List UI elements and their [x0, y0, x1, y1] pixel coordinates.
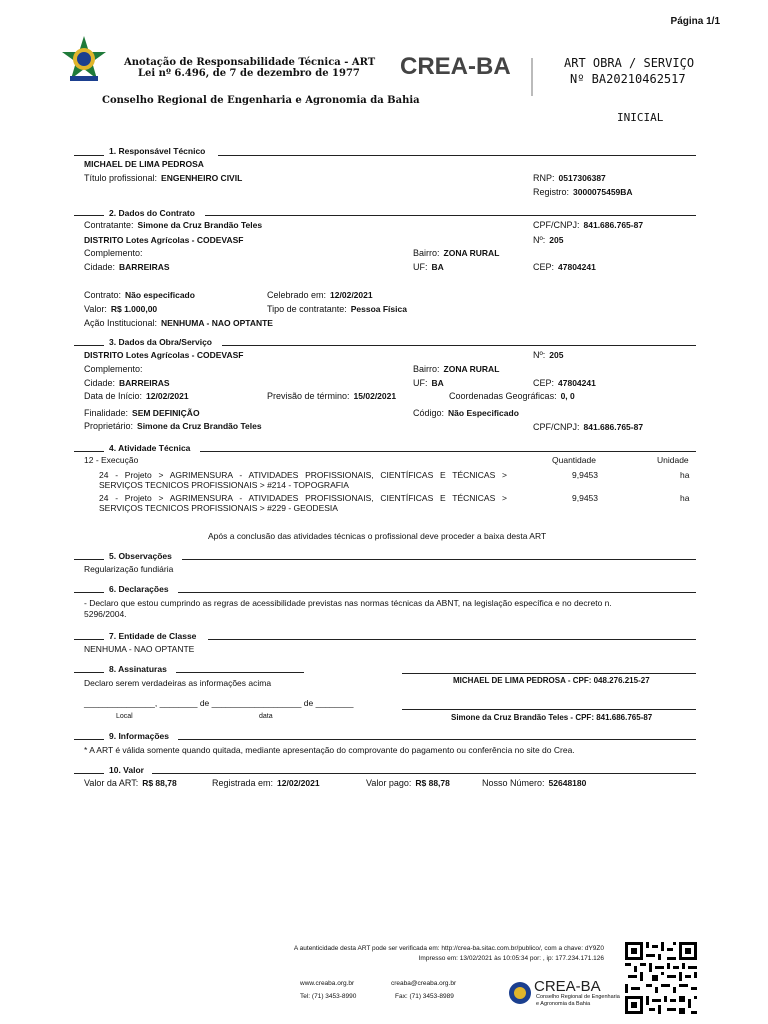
- atividade-note: Após a conclusão das atividades técnicas o profissional deve proceder a baixa desta ART: [208, 531, 547, 541]
- section-5-title: 5. Observações: [109, 551, 172, 561]
- brand-title: CREA-BA: [400, 53, 511, 80]
- atividade-item-1-unit: ha: [680, 470, 690, 480]
- finalidade-row: Finalidade: SEM DEFINIÇÃO: [84, 408, 200, 418]
- titulo-row: Título profissional: ENGENHEIRO CIVIL: [84, 173, 243, 183]
- contrato-complemento: Complemento:: [84, 248, 143, 258]
- section-3-title: 3. Dados da Obra/Serviço: [109, 337, 212, 347]
- obra-complemento: Complemento:: [84, 364, 143, 374]
- atividade-item-1-qty: 9,9453: [572, 470, 598, 480]
- valor-row: Valor: R$ 1.000,00: [84, 304, 158, 314]
- obra-numero-row: Nº: 205: [533, 350, 564, 360]
- obra-bairro-row: Bairro: ZONA RURAL: [413, 364, 500, 374]
- footer-logo-sub2: e Agronomia da Bahia: [536, 1001, 591, 1007]
- section-8-title: 8. Assinaturas: [109, 664, 167, 674]
- section-2-title: 2. Dados do Contrato: [109, 208, 195, 218]
- footer-site: www.creaba.org.br: [300, 980, 355, 987]
- header-title-1: Anotação de Responsabilidade Técnica - ART: [124, 57, 376, 68]
- header-title-2: Lei nº 6.496, de 7 de dezembro de 1977: [138, 68, 360, 79]
- section-1-title: 1. Responsável Técnico: [109, 146, 206, 156]
- atividade-item-2-unit: ha: [680, 493, 690, 503]
- footer-printed: Impresso em: 13/02/2021 às 10:05:34 por: , ip: 177.234.171.126: [418, 955, 604, 962]
- art-type: ART OBRA / SERVIÇO: [564, 56, 695, 70]
- atividade-group: 12 - Execução: [84, 455, 139, 465]
- valor-pago-row: Valor pago: R$ 88,78: [366, 778, 450, 788]
- proprietario-row: Proprietário: Simone da Cruz Brandão Teles: [84, 421, 262, 431]
- atividade-item-1-line2: SERVIÇOS TECNICOS PROFISSIONAIS > #214 - TOPOGRAFIA: [99, 480, 349, 490]
- data-label: data: [259, 713, 273, 720]
- obra-cpf-row: CPF/CNPJ: 841.686.765-87: [533, 422, 644, 432]
- header-divider: [531, 58, 533, 96]
- signature-line-2: [402, 709, 696, 710]
- contrato-cpf-row: CPF/CNPJ: 841.686.765-87: [533, 220, 644, 230]
- atividade-item-2-qty: 9,9453: [572, 493, 598, 503]
- section-4-title: 4. Atividade Técnica: [109, 443, 191, 453]
- atividade-item-1-line1: 24 - Projeto > AGRIMENSURA - ATIVIDADES PROFISSIONAIS, CIENTÍFICAS E TÉCNICAS >: [99, 470, 507, 480]
- coat-of-arms-icon: [58, 34, 110, 86]
- obra-uf-row: UF: BA: [413, 378, 444, 388]
- art-status: INICIAL: [617, 111, 664, 124]
- qr-code-icon: [625, 942, 697, 1014]
- atividade-item-2-line1: 24 - Projeto > AGRIMENSURA - ATIVIDADES PROFISSIONAIS, CIENTÍFICAS E TÉCNICAS >: [99, 493, 507, 503]
- informacoes-text: * A ART é válida somente quando quitada, mediante apresentação do comprovante do pagamento ou conferência no site do Crea.: [84, 745, 575, 755]
- contrato-uf-row: UF: BA: [413, 262, 444, 272]
- unidade-header: Unidade: [657, 455, 689, 465]
- date-line: _______________, ________ de ___________________ de ________: [84, 698, 354, 708]
- valor-art-row: Valor da ART: R$ 88,78: [84, 778, 177, 788]
- signature-2-name: Simone da Cruz Brandão Teles - CPF: 841.686.765-87: [451, 713, 653, 722]
- entidade-classe-text: NENHUMA - NAO OPTANTE: [84, 644, 195, 654]
- footer-logo-text: CREA-BA: [534, 978, 601, 995]
- footer-fax: Fax: (71) 3453-8989: [395, 993, 454, 1000]
- contrato-tipo-row: Contrato: Não especificado: [84, 290, 195, 300]
- codigo-row: Código: Não Especificado: [413, 408, 519, 418]
- observacoes-text: Regularização fundiária: [84, 564, 174, 574]
- contrato-endereco: DISTRITO Lotes Agrícolas - CODEVASF: [84, 235, 244, 245]
- quantidade-header: Quantidade: [552, 455, 596, 465]
- tipo-contratante-row: Tipo de contratante: Pessoa Física: [267, 304, 407, 314]
- obra-endereco: DISTRITO Lotes Agrícolas - CODEVASF: [84, 350, 244, 360]
- art-number: Nº BA20210462517: [570, 72, 686, 86]
- crea-logo-icon: [508, 981, 532, 1005]
- signature-1-name: MICHAEL DE LIMA PEDROSA - CPF: 048.276.215-27: [453, 676, 650, 685]
- page-number: Página 1/1: [670, 16, 720, 27]
- signature-line-1: [402, 673, 696, 674]
- contrato-numero-row: Nº: 205: [533, 235, 564, 245]
- celebrado-row: Celebrado em: 12/02/2021: [267, 290, 373, 300]
- nosso-numero-row: Nosso Número: 52648180: [482, 778, 587, 788]
- section-7-title: 7. Entidade de Classe: [109, 631, 197, 641]
- section-10-title: 10. Valor: [109, 765, 144, 775]
- obra-cidade-row: Cidade: BARREIRAS: [84, 378, 170, 388]
- contrato-cidade-row: Cidade: BARREIRAS: [84, 262, 170, 272]
- section-9-title: 9. Informações: [109, 731, 169, 741]
- contratante-row: Contratante: Simone da Cruz Brandão Teles: [84, 220, 263, 230]
- previsao-row: Previsão de término: 15/02/2021: [267, 391, 397, 401]
- footer-email: creaba@creaba.org.br: [391, 980, 457, 987]
- footer-auth: A autenticidade desta ART pode ser verificada em: http://crea-ba.sitac.com.br/publico/, com a chave: dY9Z0: [293, 945, 604, 952]
- inicio-row: Data de Início: 12/02/2021: [84, 391, 189, 401]
- declaracoes-line2: 5296/2004.: [84, 609, 127, 619]
- obra-cep-row: CEP: 47804241: [533, 378, 596, 388]
- registrada-row: Registrada em: 12/02/2021: [212, 778, 320, 788]
- council-name: Conselho Regional de Engenharia e Agronomia da Bahia: [102, 95, 420, 106]
- acao-institucional-row: Ação Institucional: NENHUMA - NAO OPTANTE: [84, 318, 273, 328]
- section-6-title: 6. Declarações: [109, 584, 169, 594]
- declaro-text: Declaro serem verdadeiras as informações acima: [84, 678, 272, 688]
- atividade-item-2-line2: SERVIÇOS TECNICOS PROFISSIONAIS > #229 - GEODESIA: [99, 503, 338, 513]
- responsavel-name: MICHAEL DE LIMA PEDROSA: [84, 159, 204, 169]
- footer-logo-sub1: Conselho Regional de Engenharia: [536, 994, 620, 1000]
- contrato-cep-row: CEP: 47804241: [533, 262, 596, 272]
- local-label: Local: [116, 713, 133, 720]
- declaracoes-line1: - Declaro que estou cumprindo as regras de acessibilidade previstas nas normas técnicas da ABNT, na legislação específica e no decreto n.: [84, 598, 612, 608]
- contrato-bairro-row: Bairro: ZONA RURAL: [413, 248, 500, 258]
- rnp-row: RNP: 0517306387: [533, 173, 606, 183]
- footer-tel: Tel: (71) 3453-8990: [300, 993, 357, 1000]
- registro-row: Registro: 3000075459BA: [533, 187, 633, 197]
- coordenadas-row: Coordenadas Geográficas: 0, 0: [449, 391, 575, 401]
